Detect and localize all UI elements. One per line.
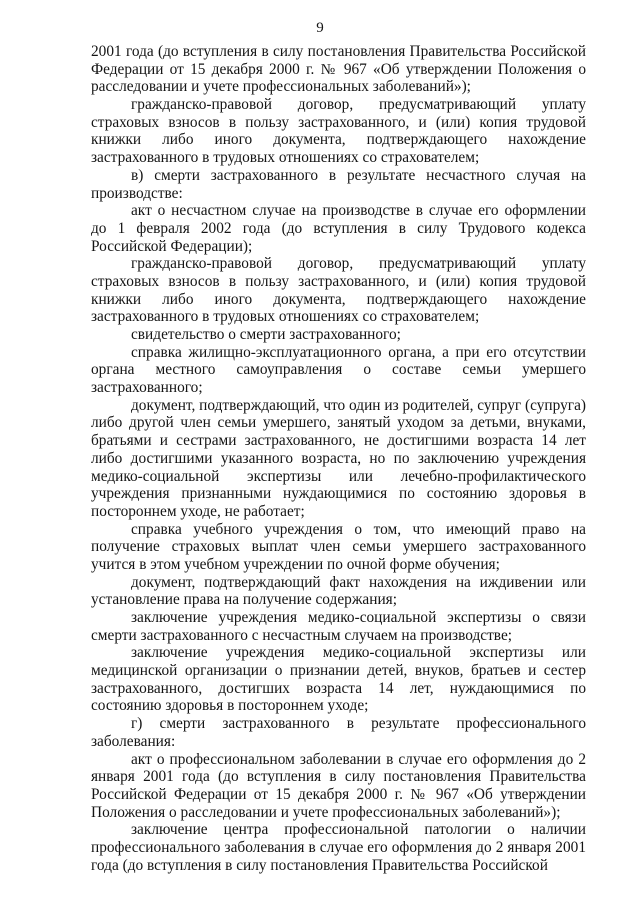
paragraph: заключение учреждения медико-социальной экспертизы или медицинской организации о признании детей, внуков, братьев и сестер застрахованного, достигших возраста 14 лет, нуждающимися по состоянию здоровья в постороннем уходе; <box>91 644 586 715</box>
page-number: 9 <box>316 20 324 36</box>
paragraph: документ, подтверждающий факт нахождения на иждивении или установление права на получение содержания; <box>91 573 586 609</box>
paragraph: акт о профессиональном заболевании в случае его оформления до 2 января 2001 года (до вступления в силу постановления Правительства Российской Федерации от 15 декабря 2000 г. № 967 «Об утверждении Положения о расследовании и учете профессиональных заболеваний»); <box>91 750 586 821</box>
paragraph: в) смерти застрахованного в результате несчастного случая на производстве: <box>91 166 586 202</box>
paragraph: г) смерти застрахованного в результате профессионального заболевания: <box>91 715 586 750</box>
paragraph: документ, подтверждающий, что один из родителей, супруг (супруга) либо другой член семьи умершего, занятый уходом за детьми, внуками, братьями и сестрами застрахованного, не достигшими возраста 14 лет либо достигшими указанного возраста, но по заключению учреждения медико-социальной экспертизы или лечебно-профилактического учреждения признанными нуждающимися по состоянию здоровья в постороннем уходе, не работает; <box>91 396 586 520</box>
paragraph: 2001 года (до вступления в силу постановления Правительства Российской Федерации от 15 декабря 2000 г. № 967 «Об утверждении Положения о расследовании и учете профессиональных заболеваний»); <box>91 43 586 96</box>
paragraph: заключение учреждения медико-социальной экспертизы о связи смерти застрахованного с несчастным случаем на производстве; <box>91 609 586 644</box>
paragraph: гражданско-правовой договор, предусматривающий уплату страховых взносов в пользу застрахованного, и (или) копия трудовой книжки либо иного документа, подтверждающего нахождение застрахованного в трудовых отношениях со страхователем; <box>91 96 586 167</box>
paragraph: справка учебного учреждения о том, что имеющий право на получение страховых выплат член семьи умершего застрахованного учится в этом учебном учреждении по очной форме обучения; <box>91 520 586 573</box>
paragraph: гражданско-правовой договор, предусматривающий уплату страховых взносов в пользу застрахованного, и (или) копия трудовой книжки либо иного документа, подтверждающего нахождение застрахованного в трудовых отношениях со страхователем; <box>91 255 586 326</box>
paragraph: справка жилищно-эксплуатационного органа, а при его отсутствии органа местного самоуправления о составе семьи умершего застрахованного; <box>91 343 586 397</box>
document-body <box>91 43 586 874</box>
paragraph: акт о несчастном случае на производстве в случае его оформлении до 1 февраля 2002 года (до вступления в силу Трудового кодекса Российской Федерации); <box>91 202 586 255</box>
paragraph: свидетельство о смерти застрахованного; <box>131 326 401 343</box>
paragraph: заключение центра профессиональной патологии о наличии профессионального заболевания в случае его оформления до 2 января 2001 года (до вступления в силу постановления Правительства Российской <box>91 821 586 874</box>
